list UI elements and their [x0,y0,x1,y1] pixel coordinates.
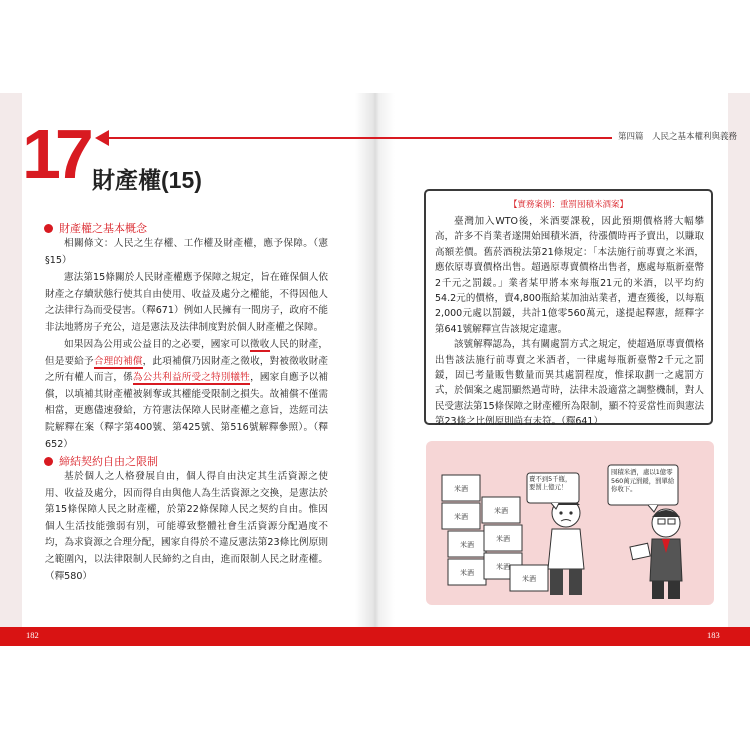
right-page-edge [728,93,750,628]
bullet-icon [44,224,53,233]
highlight-expropriation: 徵收 [249,339,270,350]
section-heading-property [44,220,147,236]
highlight-reasonable-compensation: 合理的補償 [93,355,143,367]
paragraph-property-protection: 憲法第15條關於人民財產權應予保障之規定，旨在確保個人依財產之存續狀態行使其自由使用、收益及處分之權能，不得因他人之法律行為而受侵害。（釋671）例如人民擁有一間房子，政府不能非法地將房子充公，這是憲法及法律制度對於個人財產權之保障。 [45,272,328,333]
bubble-right-text: 囤積米酒，處以1億零560萬元罰鍰，罰單給你收下。 [611,468,675,493]
page-title: 財產權(15) [92,167,202,193]
box-label: 米酒 [460,541,474,549]
header-rule [100,137,612,139]
box-label: 米酒 [454,485,468,493]
paragraph-expropriation: 如果因為公用或公益目的之必要，國家可以徵收人民的財產，但是要給予合理的補償，此項補償乃因財產之徵收，對被徵收財產之所有權人而言，係為公共利益所受之特別犧牲，國家自應予以補償，以填補其財產權被剝奪或其權能受限制之損失。故補償不僅需相當，更應儘速發給，方符憲法保障人民財產權之意旨，迭經司法院解釋在案（釋字第400號、第425號、第516號解釋參照）。（釋652） [45,339,329,450]
paragraph-contract-freedom: 基於個人之人格發展自由，個人得自由決定其生活資源之使用、收益及處分，因而得自由與他人為生活資源之交換，是憲法於第15條保障人民之財產權，於第22條保障人民之契約自由。惟因個人生活技能強弱有別，可能導致整體社會生活資源分配過度不均，為求資源之合理分配，國家自得於不違反憲法第23條比例原則之範圍內，以法律限制人民締約之自由，進而限制人民之財產權。（釋580） [45,471,328,582]
case-study-text [435,214,704,430]
page-number-left: 182 [26,630,39,640]
case-study-box [424,189,713,428]
box-label: 米酒 [460,569,474,577]
box-label: 米酒 [522,575,536,583]
section-heading-contract [44,453,158,469]
paragraph-related-article: 相關條文：人民之生存權、工作權及財產權，應予保障。（憲§15） [45,238,328,266]
case-paragraph: 該號解釋認為，其有關處罰方式之規定，使超過原專賣價格出售該法施行前專賣之米酒者，一律處每瓶新臺幣2千元之罰鍰，固已考量販售數量而異其處罰程度，惟採取劃一之處罰方式，於個案之處罰顯然過苛時，法律未設適當之調整機制，對人民受憲法第15條保障之財產權所為限制，顯不符妥當性而與憲法第23條之比例原則尚有未符。（釋641） [435,339,704,428]
page-number-right: 183 [707,630,720,640]
bubble-left-text: 賣不到5千瓶，要罰上億元！ [529,475,572,491]
box-label: 米酒 [494,507,508,515]
section-heading-text: 締結契約自由之限制 [59,455,158,468]
box-label: 米酒 [496,563,510,571]
book-gutter [355,93,395,628]
running-head: 第四篇 人民之基本權利與義務 [618,132,738,142]
case-paragraph: 臺灣加入WTO後，米酒要課稅，因此預期價格將大幅攀高，許多不肖業者遂開始囤積米酒，待漲價時再予賣出，以賺取高額差價。舊菸酒稅法第21條規定：「本法施行前專賣之米酒，應依原專賣價格出售。超過原專賣價格出售者，應處每瓶新臺幣2千元之罰鍰。」業者某甲將本來每瓶21元的米酒，以平均約54.2元的價格，賣4,800瓶給某加油站業者，遭查獲後，以每瓶2,000元處以罰鍰，共計1億零560萬元，遂提起釋憲，經釋字第641號解釋宣告該規定違憲。 [435,216,704,335]
highlight-special-sacrifice: 為公共利益所受之特別犧牲 [132,372,251,384]
chapter-number: 17 [22,115,88,193]
worried-seller-figure [548,498,584,595]
section-heading-text: 財產權之基本概念 [59,222,147,235]
box-label: 米酒 [496,535,510,543]
bullet-icon [44,457,53,466]
case-study-title: 【實務案例：重罰囤積米酒案】 [508,200,628,210]
left-page-edge [0,93,22,628]
official-figure [630,509,682,599]
cartoon-drawing [426,441,714,605]
box-label: 米酒 [454,513,468,521]
cartoon-illustration [426,441,714,605]
footer-bar [0,627,750,646]
speech-bubbles [527,465,678,512]
